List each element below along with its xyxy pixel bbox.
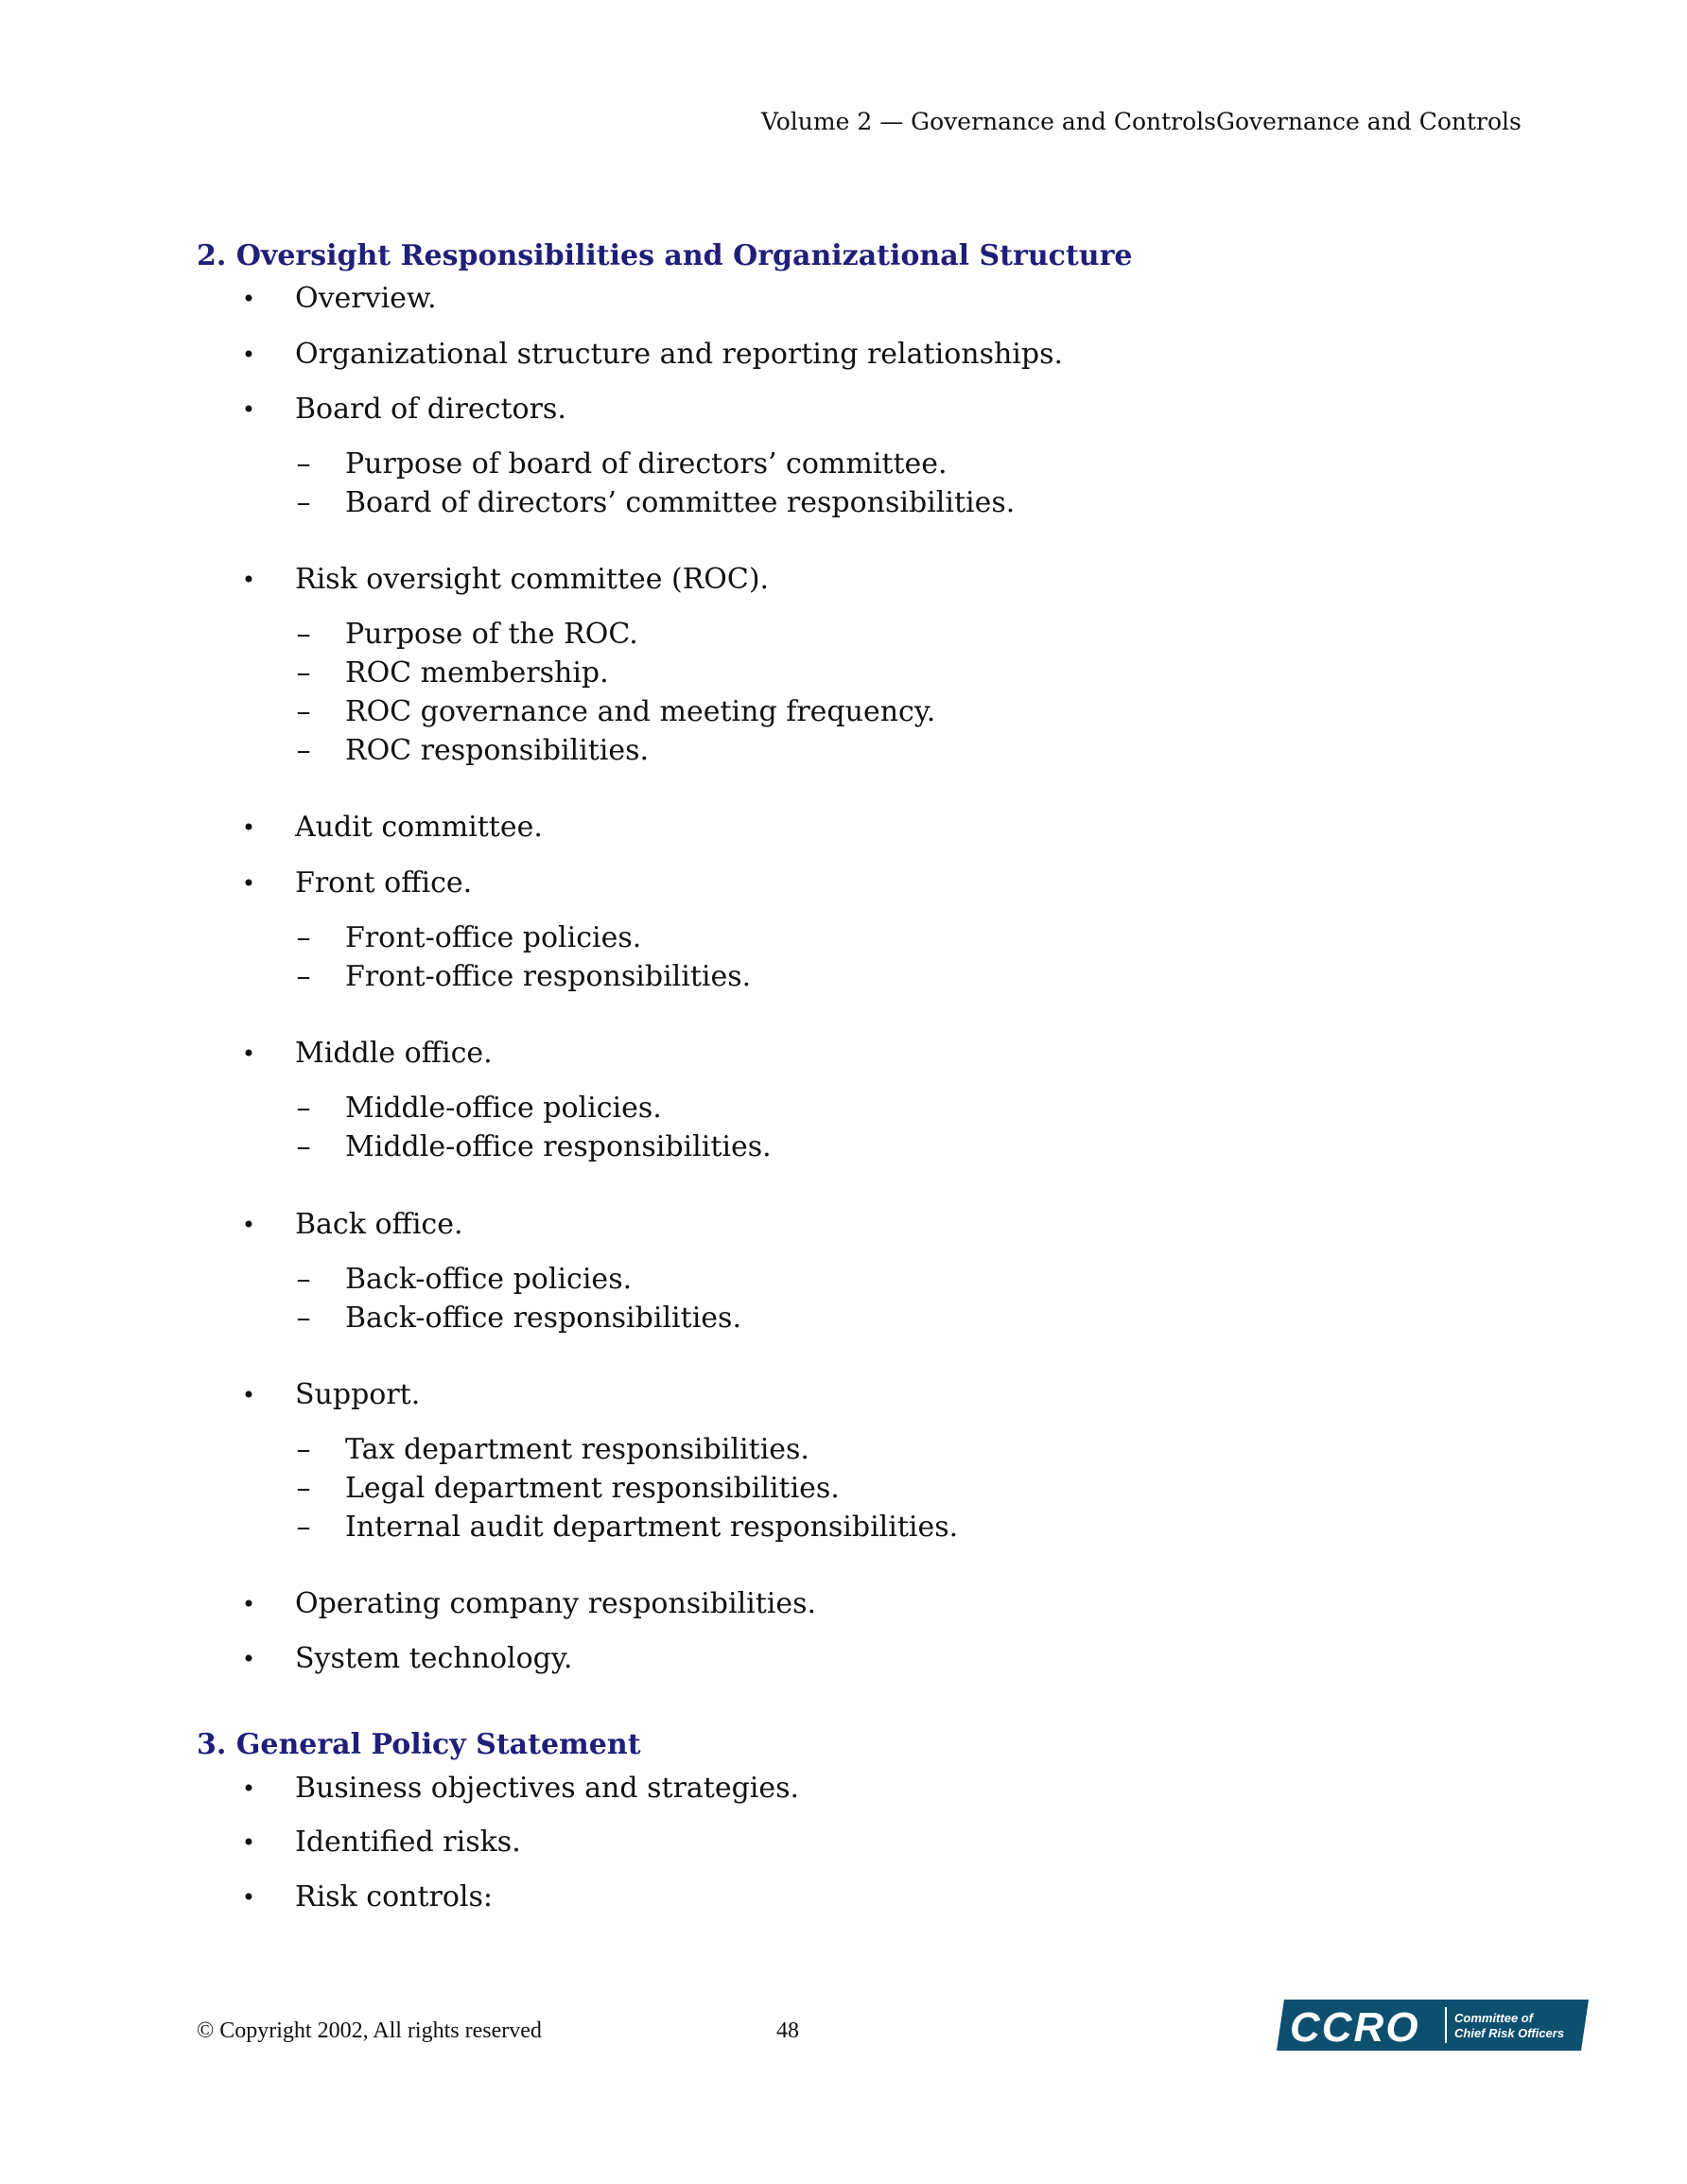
sub-list-item-text: Purpose of board of directors’ committee.	[345, 447, 948, 480]
list-item-text: Audit committee.	[295, 811, 543, 844]
dash-icon: –	[296, 960, 311, 993]
sub-list-item-text: Back-office policies.	[345, 1263, 633, 1296]
bullet-icon: •	[241, 1646, 256, 1672]
list-item-text: Support.	[295, 1378, 421, 1411]
bullet-icon: •	[241, 870, 256, 897]
sub-list-item-text: Middle-office policies.	[345, 1092, 662, 1125]
bullet-icon: •	[241, 1212, 256, 1238]
sub-list-item-text: Internal audit department responsibilities.	[345, 1511, 959, 1544]
list-item-text: Business objectives and strategies.	[295, 1772, 800, 1805]
dash-icon: –	[296, 1472, 311, 1505]
bullet-icon: •	[241, 1829, 256, 1856]
dash-icon: –	[296, 695, 311, 728]
dash-icon: –	[296, 1092, 311, 1125]
sub-list-item-text: Legal department responsibilities.	[345, 1472, 840, 1505]
section-heading-oversight: 2. Oversight Responsibilities and Organizational Structure	[197, 239, 1133, 272]
dash-icon: –	[296, 1130, 311, 1163]
dash-icon: –	[296, 486, 311, 519]
sub-list-item-text: Purpose of the ROC.	[345, 618, 638, 651]
dash-icon: –	[296, 1302, 311, 1335]
dash-icon: –	[296, 1433, 311, 1466]
bullet-icon: •	[241, 1040, 256, 1067]
dash-icon: –	[296, 734, 311, 767]
list-item-text: Risk oversight committee (ROC).	[295, 563, 770, 596]
ccro-logo-divider	[1445, 2007, 1447, 2043]
page-number: 48	[776, 2018, 799, 2043]
list-item-text: Back office.	[295, 1208, 463, 1241]
footer-copyright: © Copyright 2002, All rights reserved	[197, 2018, 542, 2043]
bullet-icon: •	[241, 341, 256, 368]
sub-list-item-text: Board of directors’ committee responsibilities.	[345, 486, 1016, 519]
ccro-wordmark: CCRO	[1290, 2004, 1420, 2051]
sub-list-item-text: Tax department responsibilities.	[345, 1433, 809, 1466]
bullet-icon: •	[241, 286, 256, 312]
list-item-text: Organizational structure and reporting relationships.	[295, 338, 1064, 371]
bullet-icon: •	[241, 1775, 256, 1802]
section-heading-policy: 3. General Policy Statement	[197, 1728, 641, 1761]
bullet-icon: •	[241, 396, 256, 423]
list-item-text: Front office.	[295, 866, 473, 900]
bullet-icon: •	[241, 567, 256, 593]
sub-list-item-text: Front-office responsibilities.	[345, 960, 752, 993]
sub-list-item-text: Middle-office responsibilities.	[345, 1130, 772, 1163]
sub-list-item-text: Back-office responsibilities.	[345, 1302, 741, 1335]
bullet-icon: •	[241, 1884, 256, 1911]
list-item-text: Operating company responsibilities.	[295, 1587, 817, 1620]
dash-icon: –	[296, 1263, 311, 1296]
sub-list-item-text: ROC membership.	[345, 656, 609, 690]
list-item-text: Overview.	[295, 282, 437, 315]
sub-list-item-text: ROC responsibilities.	[345, 734, 650, 767]
ccro-logo	[1277, 2000, 1589, 2051]
ccro-tagline-line1: Committee of	[1454, 2011, 1534, 2025]
running-header: Volume 2 — Governance and ControlsGovernance and Controls	[761, 108, 1522, 135]
dash-icon: –	[296, 656, 311, 690]
list-item-text: Risk controls:	[295, 1880, 494, 1913]
sub-list-item-text: Front-office policies.	[345, 921, 642, 954]
bullet-icon: •	[241, 1382, 256, 1408]
list-item-text: Board of directors.	[295, 393, 566, 426]
list-item-text: System technology.	[295, 1642, 573, 1675]
bullet-icon: •	[241, 1591, 256, 1617]
list-item-text: Middle office.	[295, 1037, 493, 1070]
dash-icon: –	[296, 1511, 311, 1544]
ccro-tagline-line2: Chief Risk Officers	[1454, 2026, 1565, 2040]
list-item-text: Identified risks.	[295, 1826, 521, 1859]
sub-list-item-text: ROC governance and meeting frequency.	[345, 695, 936, 728]
dash-icon: –	[296, 618, 311, 651]
dash-icon: –	[296, 447, 311, 480]
dash-icon: –	[296, 921, 311, 954]
bullet-icon: •	[241, 814, 256, 841]
